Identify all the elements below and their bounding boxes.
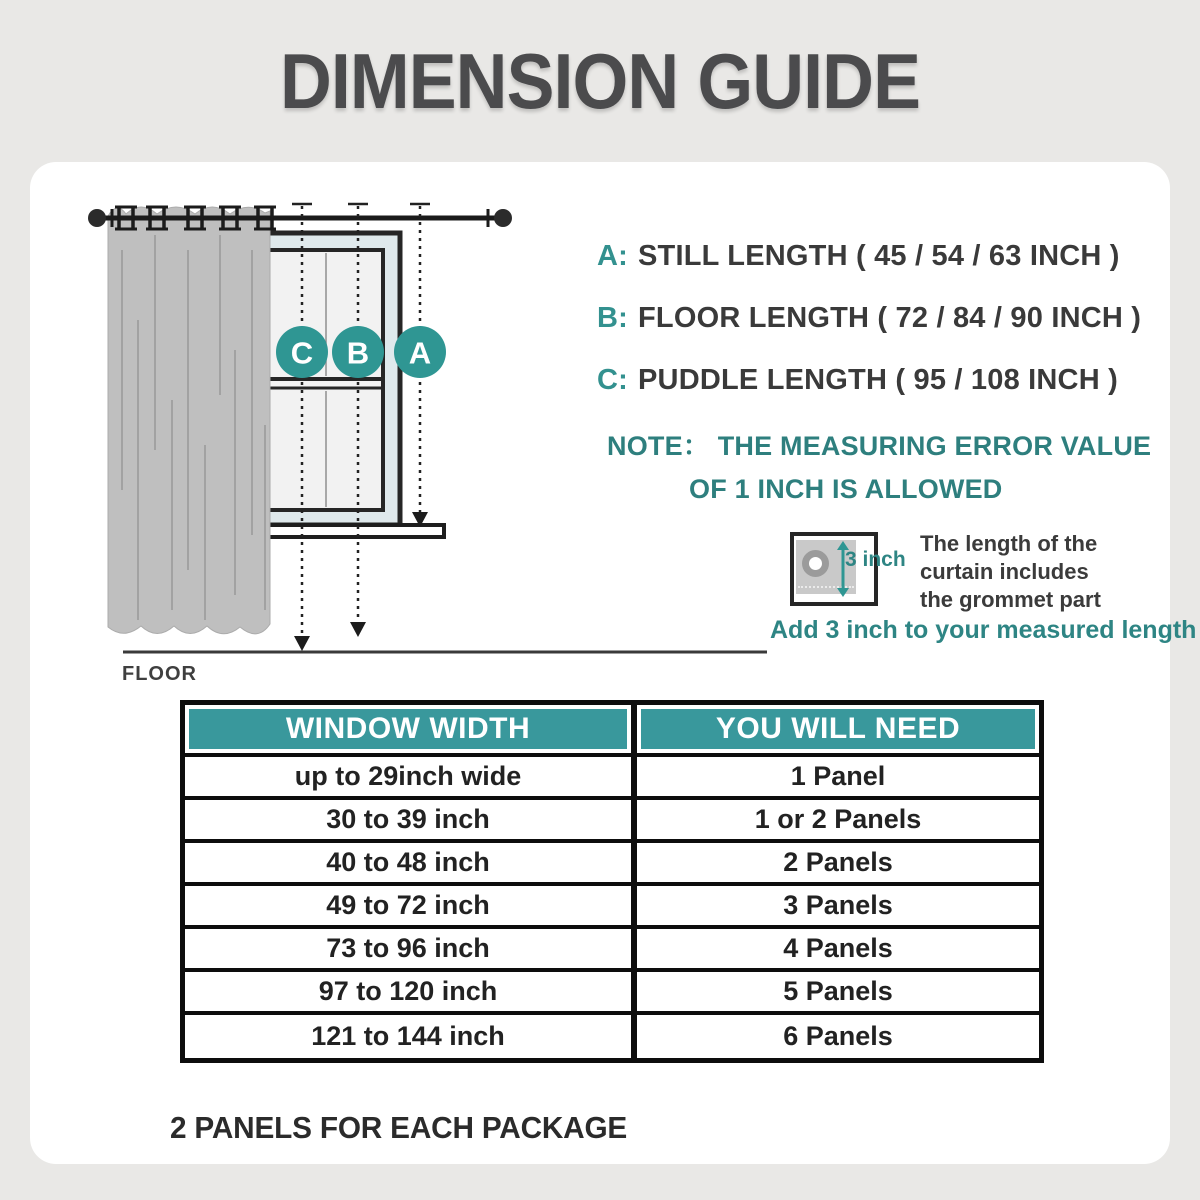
grommet-tip: Add 3 inch to your measured length (770, 616, 1197, 644)
badge-a: A (408, 335, 432, 371)
table-row: 73 to 96 inch 4 Panels (185, 929, 1039, 972)
table-row: 121 to 144 inch 6 Panels (185, 1015, 1039, 1058)
length-badges (276, 326, 446, 378)
note-line-2: OF 1 INCH IS ALLOWED (689, 474, 1003, 504)
measurement-prefix-b: B: (597, 302, 629, 334)
table-header-you-will-need: YOU WILL NEED (637, 705, 1039, 757)
measurement-text-c: PUDDLE LENGTH ( 95 / 108 INCH ) (638, 364, 1118, 396)
package-note: 2 PANELS FOR EACH PACKAGE (170, 1110, 628, 1145)
grommet-ring-icon (802, 550, 829, 577)
window-sill (262, 525, 444, 537)
page-title: DIMENSION GUIDE (279, 37, 921, 125)
window-illustration (253, 233, 444, 537)
measurement-line-a (597, 240, 1120, 273)
measurement-text-a: STILL LENGTH ( 45 / 54 / 63 INCH ) (638, 240, 1120, 272)
note-line-1: NOTE： THE MEASURING ERROR VALUE (607, 431, 1152, 461)
grommet-measure-label: 3 inch (845, 548, 906, 571)
measurement-line-c (597, 364, 1118, 397)
table-header-row (185, 705, 1039, 757)
curtain-illustration (108, 207, 270, 634)
table-row: 97 to 120 inch 5 Panels (185, 972, 1039, 1015)
table-row: up to 29inch wide 1 Panel (185, 757, 1039, 800)
table-row: 49 to 72 inch 3 Panels (185, 886, 1039, 929)
measurement-prefix-a: A: (597, 240, 629, 272)
table-body (185, 757, 1039, 1058)
rod-finial-right (494, 209, 512, 227)
badge-b: B (346, 335, 370, 371)
rod-finial-left (88, 209, 106, 227)
grommet-description (920, 530, 1101, 614)
measurement-text-b: FLOOR LENGTH ( 72 / 84 / 90 INCH ) (638, 302, 1142, 334)
measurement-prefix-c: C: (597, 364, 629, 396)
curtain-rod (88, 207, 512, 229)
grommet-desc-line-1: The length of the (920, 531, 1098, 556)
measuring-note (607, 424, 1151, 505)
measurement-line-b (597, 302, 1141, 335)
table-row: 40 to 48 inch 2 Panels (185, 843, 1039, 886)
badge-c: C (290, 335, 314, 371)
grommet-desc-line-3: the grommet part (920, 587, 1101, 612)
table-row: 30 to 39 inch 1 or 2 Panels (185, 800, 1039, 843)
floor-label: FLOOR (122, 663, 197, 685)
grommet-desc-line-2: curtain includes (920, 559, 1089, 584)
panels-needed-table (180, 700, 1044, 1063)
table-header-window-width: WINDOW WIDTH (185, 705, 637, 757)
